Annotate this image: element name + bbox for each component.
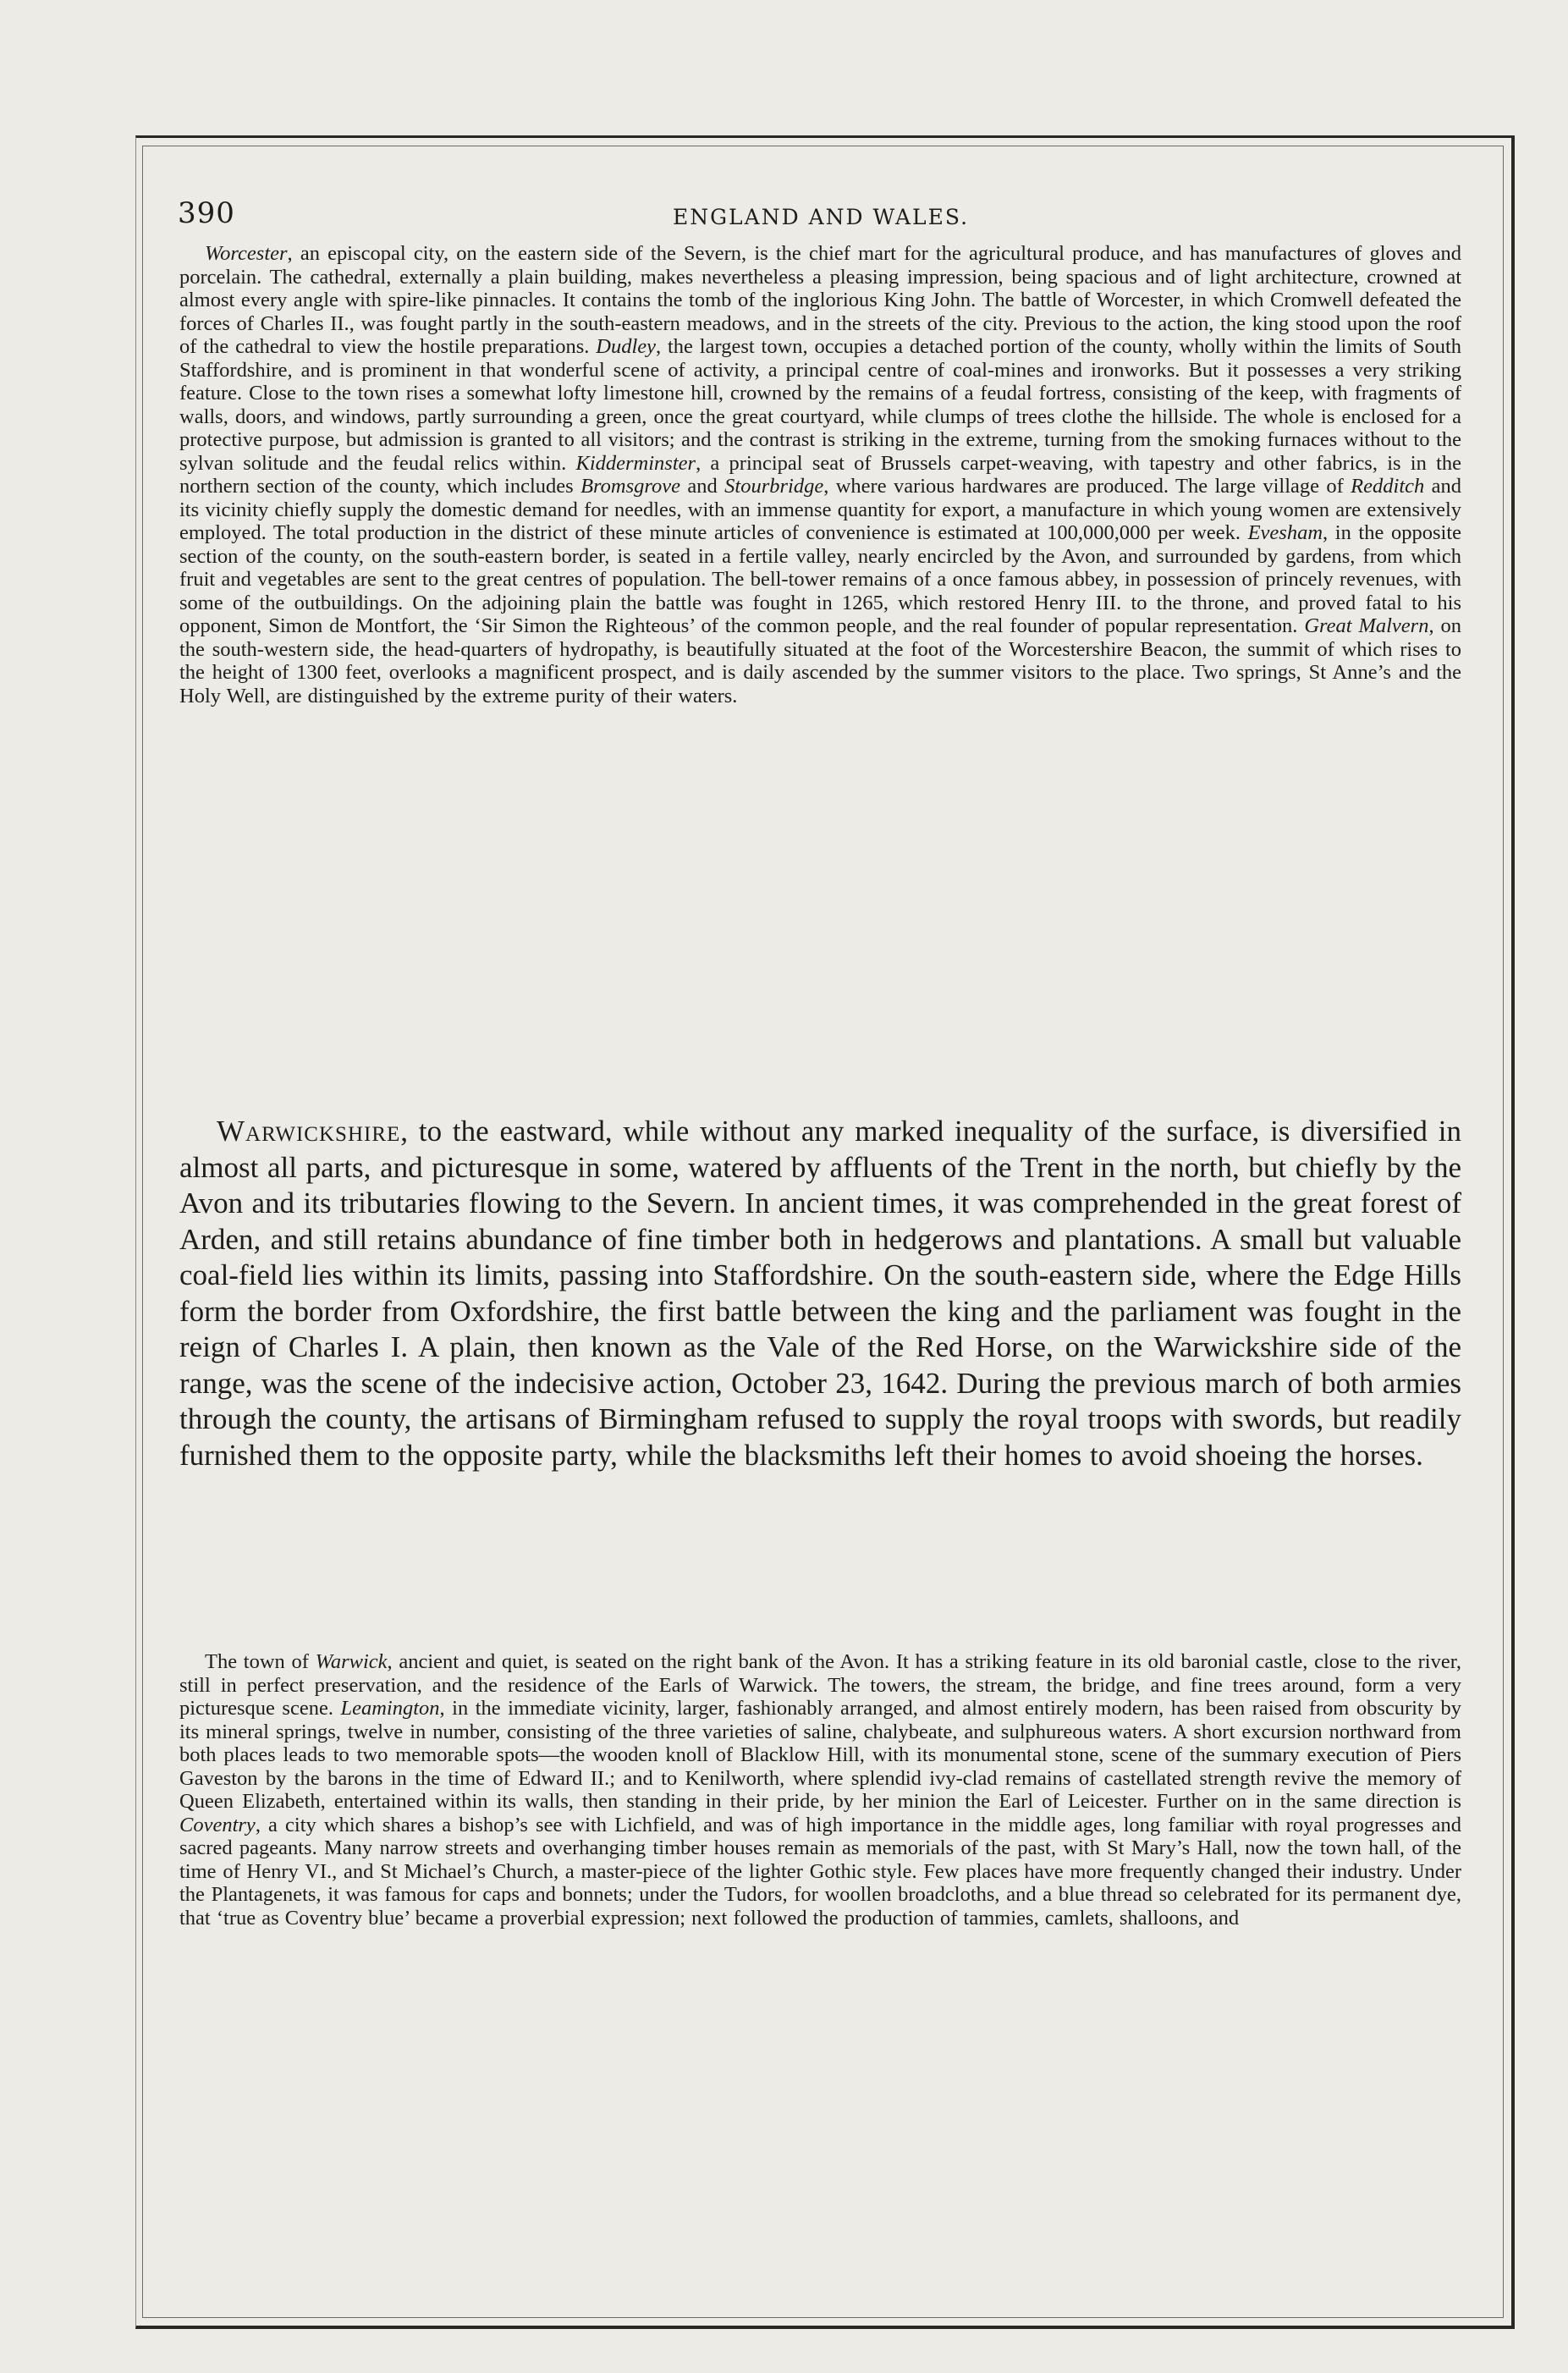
para3-run: Warwick bbox=[315, 1650, 388, 1673]
para1-run: Worcester bbox=[205, 242, 288, 265]
para3-run: , a city which shares a bishop’s see with Lichfield, and was of high importance in the middle ages, long familiar with royal progresses and sacred pageants. Many narrow streets and overhanging timber houses remain as memorials of the past, with St Mary’s Hall, now the town hall, of the time of Henry VI., and St Michael’s Church, a master-piece of the lighter Gothic style. Few places have more frequently changed their industry. Under the Plantagenets, it was famous for caps and bonnets; under the Tudors, for woollen broadcloths, and a blue thread so celebrated for its permanent dye, that ‘true as Coventry blue’ became a proverbial expression; next followed the production of tammies, camlets, shalloons, and bbox=[179, 1813, 1461, 1930]
para1-run: , in the opposite section of the county, on the south-eastern border, is seated in a fertile valley, nearly encircled by the Avon, and surrounded by gardens, from which fruit and vegetables are sent to the great centres of population. The bell-tower remains of a once famous abbey, in possession of princely revenues, with some of the outbuildings. On the adjoining plain the battle was fought in 1265, which restored Henry III. to the throne, and proved fatal to his opponent, Simon de Montfort, the ‘Sir Simon the Righteous’ of the common people, and the real founder of popular representation. bbox=[179, 521, 1461, 637]
para3-run: Leamington bbox=[340, 1697, 440, 1720]
para1-run: , an episcopal city, on the eastern side of the Severn, is the chief mart for the agricultural produce, and has manufactures of gloves and porcelain. The cathedral, externally a plain building, makes nevertheless a pleasing impression, being spacious and of light architecture, crowned at almost every angle with spire-like pinnacles. It contains the tomb of the inglorious King John. The battle of Worcester, in which Cromwell defeated the forces of Charles II., was fought partly in the south-eastern meadows, and in the streets of the city. Previous to the action, the king stood upon the roof of the cathedral to view the hostile preparations. bbox=[179, 242, 1461, 358]
paragraph-warwickshire bbox=[179, 1114, 1461, 1473]
para1-run: Stourbridge bbox=[724, 475, 824, 498]
para1-run: , a principal seat of Brussels carpet-weaving, with tapestry and other fabrics, is in the northern section of the county, which includes bbox=[179, 451, 1462, 498]
para1-run: and bbox=[680, 475, 725, 498]
para1-run: , the largest town, occupies a detached portion of the county, wholly within the limits of South Staffordshire, and is prominent in that wonderful scene of activity, a principal centre of coal-mines and ironworks. But it possesses a very striking feature. Close to the town rises a somewhat lofty limestone hill, crowned by the remains of a feudal fortress, consisting of the keep, with fragments of walls, doors, and windows, partly surrounding a green, once the great courtyard, while clumps of trees clothe the hillside. The whole is enclosed for a protective purpose, but admission is granted to all visitors; and the contrast is striking in the extreme, turning from the smoking furnaces without to the sylvan solitude and the feudal relics within. bbox=[179, 335, 1461, 475]
para1-run: Great Malvern bbox=[1304, 614, 1429, 637]
para2-run: , to the eastward, while without any marked inequality of the surface, is diversified in almost all parts, and picturesque in some, watered by affluents of the Trent in the north, but chiefly by the Avon and its tributaries flowing to the Severn. In ancient times, it was comprehended in the great forest of Arden, and still retains abundance of fine timber both in hedgerows and plantations. A small but valuable coal-field lies within its limits, passing into Staffordshire. On the south-eastern side, where the Edge Hills form the border from Oxfordshire, the first battle between the king and the parliament was fought in the reign of Charles I. A plain, then known as the Vale of the Red Horse, on the Warwickshire side of the range, was the scene of the indecisive action, October 23, 1642. During the previous march of both armies through the county, the artisans of Birmingham refused to supply the royal troops with swords, but readily furnished them to the opposite party, while the blacksmiths left their homes to avoid shoeing the horses. bbox=[179, 1115, 1461, 1472]
paragraph-worcestershire bbox=[179, 242, 1461, 707]
para1-run: and its vicinity chiefly supply the domestic demand for needles, with an immense quantity for export, a manufacture in which young women are extensively employed. The total production in the district of these minute articles of convenience is estimated at 100,000,000 per week. bbox=[179, 475, 1461, 544]
para1-run: , where various hardwares are produced. The large village of bbox=[823, 475, 1351, 498]
para2-run: Warwickshire bbox=[217, 1115, 401, 1148]
para1-run: , on the south-western side, the head-quarters of hydropathy, is beautifully situated at the foot of the Worcestershire Beacon, the summit of which rises to the height of 1300 feet, overlooks a magnificent prospect, and is daily ascended by the summer visitors to the place. Two springs, St Anne’s and the Holy Well, are distinguished by the extreme purity of their waters. bbox=[179, 614, 1461, 707]
paragraph-warwick-town bbox=[179, 1650, 1461, 1930]
para1-run: Redditch bbox=[1351, 475, 1425, 498]
para1-run: Dudley bbox=[596, 335, 656, 358]
para3-run: , in the immediate vicinity, larger, fashionably arranged, and almost entirely modern, has been raised from obscurity by its mineral springs, twelve in number, consisting of the three varieties of saline, chalybeate, and sulphureous waters. A short excursion northward from both places leads to two memorable spots—the wooden knoll of Blacklow Hill, with its monumental stone, scene of the summary execution of Piers Gaveston by the barons in the time of Edward II.; and to Kenilworth, where splendid ivy-clad remains of castellated strength revive the memory of Queen Elizabeth, entertained within its walls, then standing in their pride, by her minion the Earl of Leicester. Further on in the same direction is bbox=[179, 1697, 1461, 1813]
para1-run: Bromsgrove bbox=[580, 475, 681, 498]
page-number: 390 bbox=[178, 196, 235, 230]
para1-run: Kidderminster bbox=[575, 451, 696, 475]
para3-run: Coventry bbox=[179, 1813, 256, 1836]
page-header bbox=[178, 196, 1464, 247]
para3-run: , ancient and quiet, is seated on the right bank of the Avon. It has a striking feature in its old baronial castle, close to the river, still in perfect preservation, and the residence of the Earls of Warwick. The towers, the stream, the bridge, and fine trees around, form a very picturesque scene. bbox=[179, 1650, 1462, 1720]
running-head: ENGLAND AND WALES. bbox=[672, 205, 970, 229]
para1-run: Evesham bbox=[1247, 521, 1323, 544]
para3-run: The town of bbox=[205, 1650, 316, 1673]
